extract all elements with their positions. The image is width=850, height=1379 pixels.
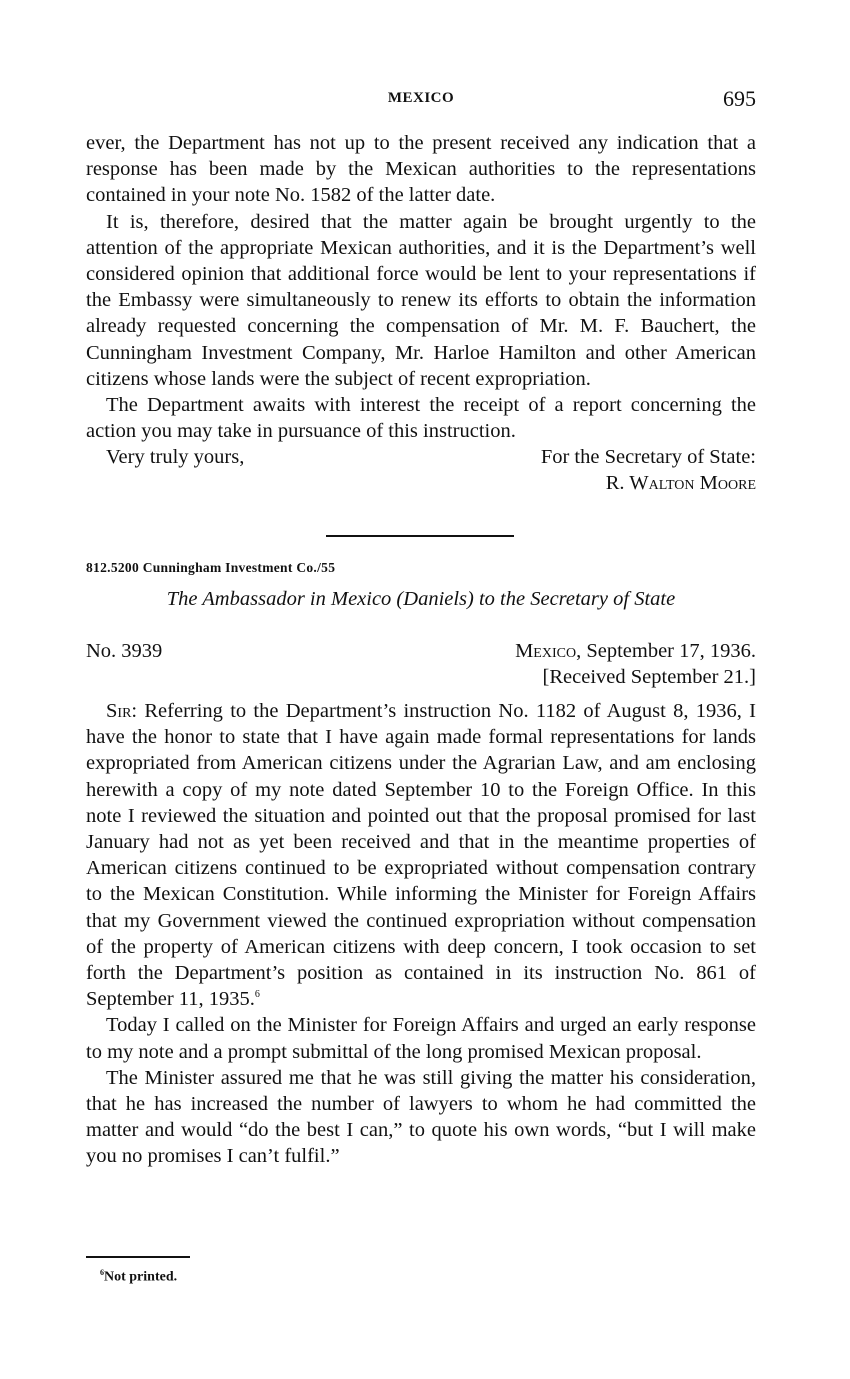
paragraph: ever, the Department has not up to the present received any indication that a response has been made by the Mexican authorities to the representations contained in your note No. 1582 of the latter date. [86, 132, 756, 207]
date: , September 17, 1936. [576, 640, 756, 662]
salutation: Sir [106, 700, 132, 722]
section-divider [326, 535, 514, 537]
signature: R. Walton Moore [605, 472, 756, 495]
received-note: [Received September 21.] [542, 666, 756, 688]
footnote-mark: 6 [100, 1268, 104, 1277]
footnote-divider [86, 1256, 190, 1258]
footnote-reference: 6 [254, 989, 260, 1001]
page-number: 695 [723, 86, 756, 111]
closing-salutation: Very truly yours, [106, 446, 245, 469]
paragraph: Today I called on the Minister for Foreign Affairs and urged an early response to my note and a prompt submittal of the long promised Mexican proposal. [86, 1014, 756, 1063]
closing-attribution: For the Secretary of State: [540, 446, 756, 469]
place-name: Mexico [515, 640, 577, 662]
paragraph: The Minister assured me that he was still giving the matter his consideration, that he has increased the number of lawyers to whom he had committed the matter and would “do the best I can,” to quote his own words, “but I will make you no promises I can’t fulfil.” [86, 1066, 756, 1168]
paragraph [86, 698, 756, 1012]
closing [86, 444, 756, 496]
place-date [515, 638, 756, 664]
document-title: The Ambassador in Mexico (Daniels) to the Secretary of State [166, 588, 676, 610]
running-head [86, 86, 756, 116]
despatch-body [86, 698, 756, 1170]
paragraph: It is, therefore, desired that the matter again be brought urgently to the attention of the appropriate Mexican authorities, and it is the Department’s well considered opinion that additional force would be lent to your representations if the Embassy were simultaneously to renew its efforts to obtain the information already requested concerning the compensation of Mr. M. F. Bauchert, the Cunningham Investment Company, Mr. Harloe Hamilton and other American citizens whose lands were the subject of recent expropriation. [86, 210, 756, 390]
footnote [100, 1268, 177, 1286]
paragraph-text: : Referring to the Department’s instruction No. 1182 of August 8, 1936, I have the honor to state that I have again made formal representations for lands expropriated from American citizens under the Agrarian Law, and am enclosing herewith a copy of my note dated September 10 to the Foreign Office. In this note I reviewed the situation and pointed out that the proposal promised for last January had not as yet been received and that in the meantime properties of American citizens continued to be expropriated without compensation contrary to the Mexican Constitution. While informing the Minister for Foreign Affairs that my Government viewed the continued expropriation without compensation of the property of American citizens with deep concern, I took occasion to set forth the Department’s position as contained in its instruction No. 861 of September 11, 1935. [86, 700, 756, 1011]
dateline [86, 638, 756, 692]
file-reference: 812.5200 Cunningham Investment Co./55 [86, 560, 336, 575]
instruction-continuation [86, 130, 756, 496]
document-number: No. 3939 [86, 640, 163, 662]
footnote-text: Not printed. [104, 1269, 178, 1285]
paragraph: The Department awaits with interest the receipt of a report concerning the action you may take in pursuance of this instruction. [86, 394, 756, 443]
running-title: MEXICO [387, 90, 455, 106]
